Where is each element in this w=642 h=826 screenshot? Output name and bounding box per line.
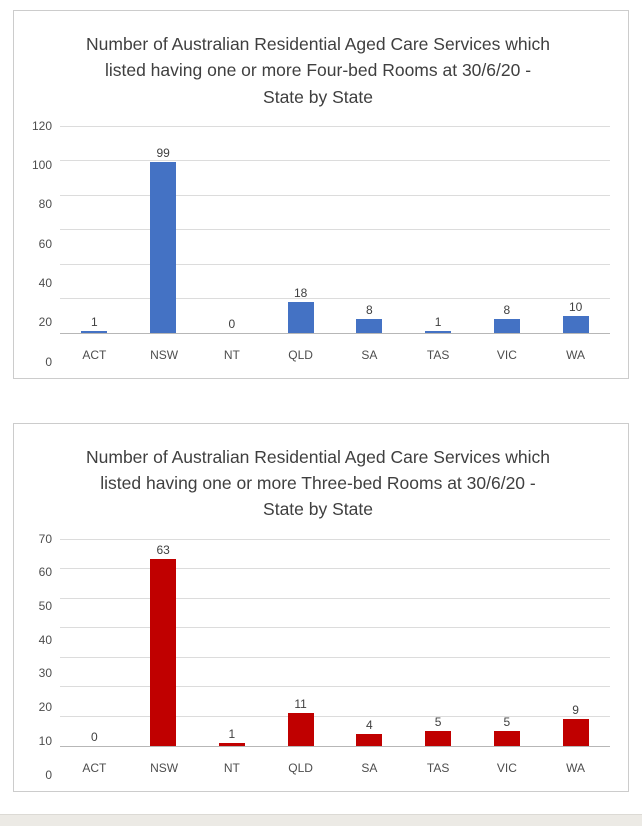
bar-qld (288, 302, 314, 333)
bar-value-label: 1 (91, 315, 98, 330)
y-tick-label: 0 (45, 767, 52, 782)
y-tick-label: 80 (38, 197, 52, 212)
bar-value-label: 5 (434, 714, 442, 729)
bar-group-sa (356, 126, 382, 333)
bar-value-label: 9 (572, 702, 579, 717)
four-bed-chart-card (13, 10, 629, 379)
gridline (60, 598, 610, 599)
bar-group-wa (563, 539, 589, 746)
bar-group-vic (494, 126, 520, 333)
four-bed-chart-body (26, 118, 610, 369)
gridline (60, 539, 610, 540)
bar-wa (563, 316, 589, 333)
gridline (60, 160, 610, 161)
y-tick-label: 70 (38, 531, 52, 546)
bar-group-act (81, 126, 107, 333)
bar-value-label: 63 (156, 543, 170, 558)
bar-value-label: 10 (568, 299, 583, 314)
bar-value-label: 5 (503, 714, 511, 729)
x-tick-label: VIC (496, 760, 517, 775)
x-tick-label: ACT (82, 760, 107, 775)
four-bed-plot-area (60, 126, 610, 334)
x-tick-label: QLD (288, 760, 313, 775)
x-tick-label: VIC (496, 347, 517, 362)
x-tick-label: TAS (426, 347, 450, 362)
x-tick-label: SA (361, 760, 378, 775)
y-tick-label: 40 (38, 276, 52, 291)
bar-group-nt (219, 126, 245, 333)
bar-qld (288, 713, 314, 746)
bar-value-label: 8 (366, 302, 373, 317)
gridline (60, 657, 610, 658)
bar-group-nt (219, 539, 245, 746)
bar-value-label: 4 (366, 717, 373, 732)
four-bed-plot-wrap (60, 126, 610, 362)
y-tick-label: 30 (38, 666, 52, 681)
y-tick-label: 20 (38, 700, 52, 715)
bar-group-qld (288, 539, 314, 746)
bar-sa (356, 319, 382, 333)
bar-group-sa (356, 539, 382, 746)
bar-group-tas (425, 539, 451, 746)
y-tick-label: 120 (31, 118, 52, 133)
y-tick-label: 20 (38, 315, 52, 330)
gridline (60, 716, 610, 717)
bar-value-label: 1 (228, 726, 236, 741)
y-tick-label: 10 (38, 733, 52, 748)
page-bottom-strip (0, 814, 642, 826)
gridline (60, 298, 610, 299)
bar-vic (494, 319, 520, 333)
x-tick-label: NT (223, 760, 240, 775)
y-tick-label: 50 (38, 598, 52, 613)
x-tick-label: NSW (150, 760, 179, 775)
x-tick-label: WA (566, 760, 586, 775)
four-bed-x-axis (60, 348, 610, 362)
bar-group-qld (288, 126, 314, 333)
bar-nt (219, 743, 245, 746)
gridline (60, 195, 610, 196)
gridline (60, 568, 610, 569)
x-tick-label: ACT (82, 347, 107, 362)
three-bed-chart-title: Number of Australian Residential Aged Care Services which listed having one or more Three-bed Rooms at 30/6/20 - State by State (86, 446, 550, 520)
bar-value-label: 1 (434, 315, 442, 330)
bar-value-label: 0 (91, 729, 98, 744)
bar-value-label: 8 (503, 302, 511, 317)
y-tick-label: 100 (31, 158, 52, 173)
y-tick-label: 40 (38, 632, 52, 647)
bar-vic (494, 731, 520, 746)
gridline (60, 264, 610, 265)
gridline (60, 686, 610, 687)
three-bed-plot-area (60, 539, 610, 747)
bar-group-nsw (150, 539, 176, 746)
bar-value-label: 11 (294, 696, 307, 711)
bar-group-tas (425, 126, 451, 333)
bar-group-vic (494, 539, 520, 746)
bar-value-label: 18 (293, 285, 308, 300)
gridline (60, 126, 610, 127)
three-bed-plot-wrap (60, 539, 610, 775)
three-bed-y-axis (26, 531, 60, 782)
three-bed-chart-body (26, 531, 610, 782)
three-bed-chart-card (13, 423, 629, 792)
bar-value-label: 0 (228, 316, 236, 331)
y-tick-label: 0 (45, 354, 52, 369)
bar-value-label: 99 (156, 145, 170, 160)
x-tick-label: NSW (150, 347, 179, 362)
three-bed-x-axis (60, 761, 610, 775)
gridline (60, 627, 610, 628)
bar-group-act (81, 539, 107, 746)
bar-nsw (150, 559, 176, 745)
bar-tas (425, 331, 451, 333)
bar-group-nsw (150, 126, 176, 333)
gridline (60, 229, 610, 230)
bar-wa (563, 719, 589, 746)
x-tick-label: SA (361, 347, 378, 362)
x-tick-label: TAS (426, 760, 450, 775)
y-tick-label: 60 (38, 236, 52, 251)
bar-nsw (150, 162, 176, 333)
four-bed-chart-title: Number of Australian Residential Aged Care Services which listed having one or more Four-bed Rooms at 30/6/20 - State by State (86, 34, 550, 107)
x-tick-label: NT (223, 347, 240, 362)
bar-act (81, 331, 107, 333)
x-tick-label: WA (566, 347, 586, 362)
bar-sa (356, 734, 382, 746)
bar-tas (425, 731, 451, 746)
bar-group-wa (563, 126, 589, 333)
x-tick-label: QLD (288, 347, 313, 362)
four-bed-y-axis (26, 118, 60, 369)
y-tick-label: 60 (38, 565, 52, 580)
